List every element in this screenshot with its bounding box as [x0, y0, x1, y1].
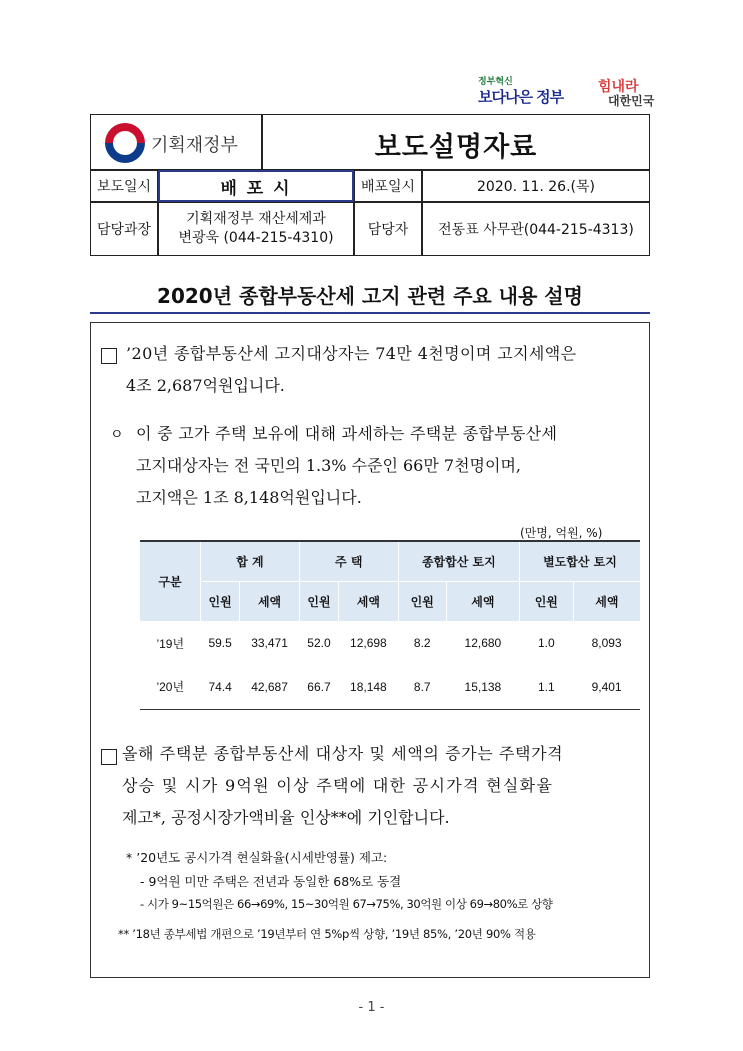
sub-header: 인원 [201, 582, 240, 622]
note1-title: * ’20년도 공시가격 현실화율(시세반영률) 제고: [126, 850, 388, 865]
table-corner: 구분 [140, 541, 201, 621]
sub-header: 세액 [240, 582, 300, 622]
dist-label: 배포일시 [354, 170, 422, 202]
row-label: ’19년 [156, 636, 185, 651]
circle-bullet: ㅇ [110, 427, 124, 443]
p1-line1: ’20년 종합부동산세 고지대상자는 74만 4천명이며 고지세액은 [126, 344, 577, 363]
note1-item1: - 9억원 미만 주택은 전년과 동일한 68%로 동결 [140, 874, 402, 889]
table-row [140, 665, 640, 709]
sub-header: 세액 [339, 582, 399, 622]
table-cell: 12,698 [350, 636, 387, 650]
press-header [90, 114, 650, 256]
table-cell: 52.0 [307, 636, 331, 650]
table-cell: 66.7 [299, 665, 338, 709]
row-label: ’20년 [140, 665, 201, 709]
table-unit: (만명, 억원, %) [520, 526, 603, 540]
group-header: 주 택 [299, 541, 398, 582]
p3-line1: 올해 주택분 종합부동산세 대상자 및 세액의 증가는 주택가격 [122, 744, 564, 763]
group-header: 별도합산 토지 [519, 541, 640, 582]
release-value: 배 포 시 [158, 170, 354, 202]
table-cell: 1.0 [537, 636, 555, 650]
table-cell: 8.7 [398, 665, 446, 709]
table-cell: 74.4 [201, 665, 240, 709]
table-cell: 8,093 [591, 636, 622, 650]
bullet-box-icon [101, 348, 117, 364]
slogan-line4: 대한민국 [608, 94, 655, 108]
p1-line2: 4조 2,687억원입니다. [126, 376, 285, 395]
ministry-logo-box [90, 114, 262, 170]
table-cell: 8.2 [413, 636, 431, 650]
dept-value [158, 202, 354, 256]
dept-value-line2: 변광욱 (044-215-4310) [178, 230, 334, 246]
p3-line2: 상승 및 시가 9억원 이상 주택에 대한 공시가격 현실화율 [122, 776, 554, 795]
table-row [140, 621, 640, 665]
government-slogan-logo [478, 74, 658, 114]
ministry-name: 기획재정부 [151, 135, 238, 156]
p2-line1: 이 중 고가 주택 보유에 대해 과세하는 주택분 종합부동산세 [136, 424, 558, 443]
doc-title: 보도설명자료 [374, 132, 538, 163]
contact-label: 담당자 [354, 202, 422, 256]
tax-table [140, 540, 640, 710]
note2: ** ’18년 종부세법 개편으로 ’19년부터 연 5%p씩 상향, ’19년 85%, ’20년 90% 적용 [118, 927, 536, 941]
table-cell: 59.5 [208, 636, 232, 650]
table-cell: 33,471 [251, 636, 288, 650]
release-label: 보도일시 [90, 170, 158, 202]
p2-line2: 고지대상자는 전 국민의 1.3% 수준인 66만 7천명이며, [136, 456, 521, 475]
note1-item2: - 시가 9~15억원은 66→69%, 15~30억원 67→75%, 30억원 이상 69→80%로 상향 [140, 897, 553, 911]
bullet-box-icon [101, 749, 117, 765]
p3-line3: 제고*, 공정시장가액비율 인상**에 기인합니다. [122, 808, 450, 827]
dept-label: 담당과장 [90, 202, 158, 256]
table-cell: 15,138 [446, 665, 519, 709]
dept-value-line1: 기획재정부 재산세제과 [186, 211, 326, 228]
headline: 2020년 종합부동산세 고지 관련 주요 내용 설명 [157, 284, 583, 308]
sub-header: 세액 [573, 582, 640, 622]
sub-header: 인원 [398, 582, 446, 622]
slogan-line2: 보다나은 정부 [478, 88, 564, 106]
slogan-line3: 힘내라 [598, 79, 639, 95]
sub-header: 세액 [446, 582, 519, 622]
sub-header: 인원 [519, 582, 573, 622]
table-cell: 12,680 [464, 636, 502, 650]
table-cell: 1.1 [519, 665, 573, 709]
sub-header: 인원 [299, 582, 338, 622]
table-cell: 18,148 [339, 665, 399, 709]
dist-value: 2020. 11. 26.(목) [422, 170, 650, 202]
page-number: - 1 - [358, 1000, 385, 1015]
headline-divider [90, 312, 650, 314]
group-header: 종합합산 토지 [398, 541, 519, 582]
p2-line3: 고지액은 1조 8,148억원입니다. [136, 488, 362, 507]
table-cell: 42,687 [240, 665, 300, 709]
doc-title-box [262, 114, 650, 170]
contact-value: 전동표 사무관(044-215-4313) [422, 202, 650, 256]
table-cell: 9,401 [573, 665, 640, 709]
group-header: 합 계 [201, 541, 300, 582]
slogan-line1: 정부혁신 [478, 77, 513, 87]
government-emblem-icon [105, 123, 145, 163]
